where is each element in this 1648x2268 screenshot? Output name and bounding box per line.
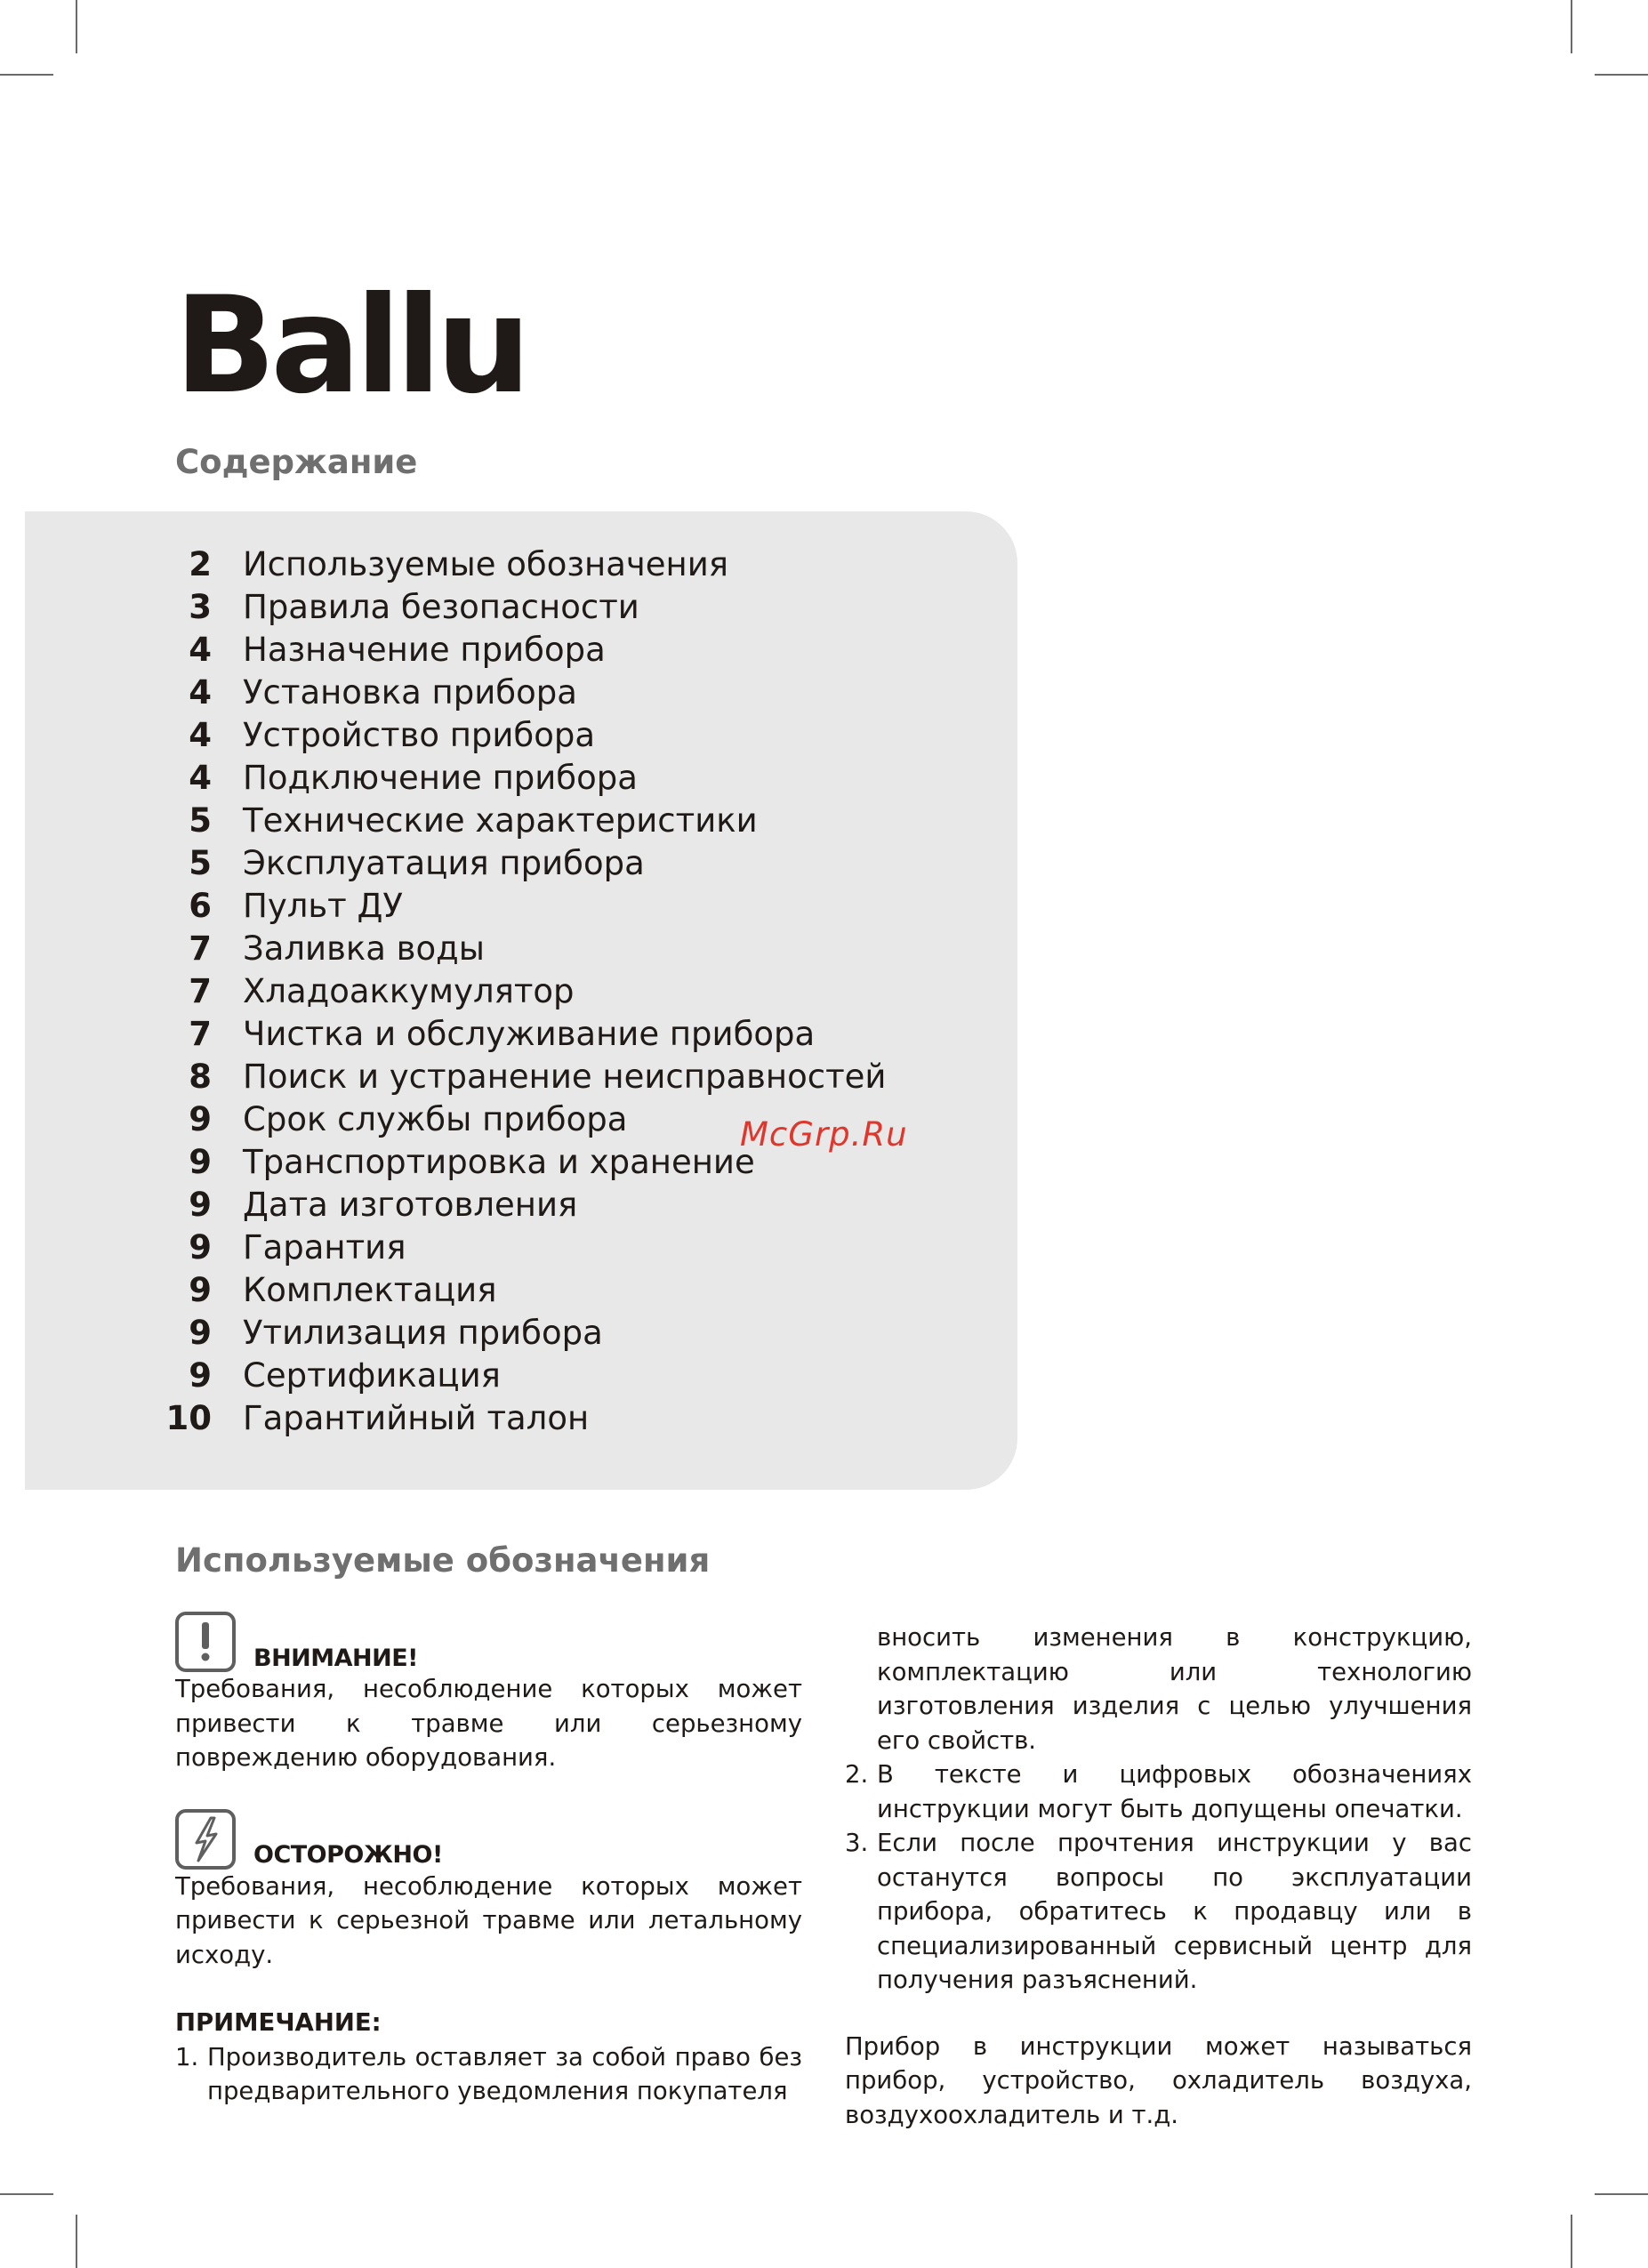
toc-item-page: 2: [189, 544, 212, 583]
toc-item-title: Срок службы прибора: [243, 1099, 628, 1138]
toc-item-page: 9: [189, 1227, 212, 1267]
ballu-logo-text: Ballu: [174, 269, 527, 423]
symbols-left-column: [175, 1612, 802, 2109]
watermark: McGrp.Ru: [740, 1115, 908, 1154]
toc-item-title: Эксплуатация прибора: [243, 843, 645, 882]
toc-item[interactable]: [160, 927, 886, 969]
toc-item[interactable]: [160, 1396, 886, 1439]
toc-item[interactable]: [160, 1226, 886, 1268]
crop-mark: [76, 2215, 77, 2268]
caution-text: Требования, несоблюдение которых может привести к серьезной травме или летальному исходу.: [175, 1871, 802, 1969]
note-item: [845, 1826, 1472, 1998]
toc-item-title: Заливка воды: [243, 929, 485, 968]
toc-item-page: 7: [189, 929, 212, 968]
toc-item-title: Сертификация: [243, 1355, 501, 1395]
toc-item[interactable]: [160, 1183, 886, 1226]
warning-text: Требования, несоблюдение которых может привести к травме или серьезному повреждению оборудования.: [175, 1675, 802, 1772]
naming-note: Прибор в инструкции может называться прибор, устройство, охладитель воздуха, воздухоохладитель и т.д.: [845, 2031, 1472, 2129]
toc-item[interactable]: [160, 1354, 886, 1396]
crop-mark: [0, 2193, 53, 2195]
toc-item-title: Транспортировка и хранение: [243, 1142, 755, 1181]
toc-item-title: Поиск и устранение неисправностей: [243, 1057, 887, 1096]
crop-mark: [1595, 2193, 1648, 2195]
toc-item-title: Гарантийный талон: [243, 1398, 590, 1437]
toc-item[interactable]: [160, 884, 886, 927]
toc-item-page: 7: [189, 971, 212, 1010]
toc-item-page: 9: [189, 1313, 212, 1352]
toc-item[interactable]: [160, 756, 886, 799]
toc-item-title: Дата изготовления: [243, 1185, 578, 1224]
symbols-heading: Используемые обозначения: [175, 1541, 711, 1580]
crop-mark: [76, 0, 77, 53]
toc-item-title: Используемые обозначения: [243, 544, 729, 583]
note-list-continued: [845, 1757, 1472, 1998]
toc-item[interactable]: [160, 969, 886, 1012]
toc-item[interactable]: [160, 713, 886, 756]
note-item: [175, 2040, 802, 2109]
toc-item[interactable]: [160, 1055, 886, 1098]
toc-item[interactable]: [160, 1311, 886, 1354]
toc-item-title: Комплектация: [243, 1270, 497, 1309]
toc-item-page: 4: [189, 758, 212, 797]
toc-item[interactable]: [160, 1268, 886, 1311]
caution-block: [175, 1809, 802, 1870]
exclamation-icon: [175, 1612, 236, 1672]
toc-item[interactable]: [160, 1012, 886, 1055]
toc-item-page: 4: [189, 630, 212, 669]
warning-label: ВНИМАНИЕ!: [253, 1644, 418, 1672]
toc-item-title: Правила безопасности: [243, 587, 639, 626]
toc-item-title: Пульт ДУ: [243, 886, 403, 925]
note-item-continuation: вносить изменения в конструкцию, комплектацию или технологию изготовления изделия с целью улучшения его свойств.: [877, 1623, 1472, 1755]
note-item-text: В тексте и цифровых обозначениях инструкции могут быть допущены опечатки.: [877, 1760, 1472, 1823]
toc-item-page: 4: [189, 672, 212, 712]
crop-mark: [1595, 74, 1648, 76]
note-label: ПРИМЕЧАНИЕ:: [175, 2008, 382, 2037]
lightning-icon: [175, 1809, 236, 1870]
toc-item-title: Утилизация прибора: [243, 1313, 603, 1352]
toc-item-title: Назначение прибора: [243, 630, 606, 669]
toc-item-page: 9: [189, 1185, 212, 1224]
toc-item-title: Гарантия: [243, 1227, 406, 1267]
toc-item-title: Установка прибора: [243, 672, 577, 712]
note-item-text: Производитель оставляет за собой право без предварительного уведомления покупателя: [207, 2042, 802, 2105]
toc-item-page: 8: [189, 1057, 212, 1096]
note-item-number: 3.: [845, 1829, 869, 1857]
crop-mark: [0, 74, 53, 76]
toc-item-page: 9: [189, 1099, 212, 1138]
crop-mark: [1571, 2215, 1572, 2268]
toc-item-page: 6: [189, 886, 212, 925]
toc-item-page: 9: [189, 1355, 212, 1395]
toc-item-page: 10: [165, 1398, 212, 1437]
toc-item-page: 3: [189, 587, 212, 626]
ballu-logo: [174, 267, 527, 423]
note-item-number: 2.: [845, 1760, 869, 1789]
toc-item-title: Подключение прибора: [243, 758, 638, 797]
toc-list: [160, 543, 886, 1439]
toc-heading: Содержание: [175, 443, 418, 481]
toc-item-title: Устройство прибора: [243, 715, 596, 754]
toc-item-title: Чистка и обслуживание прибора: [243, 1014, 816, 1053]
note-list: [175, 2040, 802, 2109]
toc-item-page: 4: [189, 715, 212, 754]
toc-item[interactable]: [160, 628, 886, 671]
toc-item[interactable]: [160, 671, 886, 713]
toc-item[interactable]: [160, 585, 886, 628]
note-item-text: Если после прочтения инструкции у вас останутся вопросы по эксплуатации прибора, обратитесь к продавцу или в специализированный сервисный центр для получения разъяснений.: [877, 1829, 1472, 1994]
note-item-number: 1.: [175, 2042, 199, 2071]
toc-item-title: Хладоаккумулятор: [243, 971, 575, 1010]
toc-item-title: Технические характеристики: [243, 800, 758, 840]
toc-item[interactable]: [160, 543, 886, 585]
toc-item-page: 9: [189, 1142, 212, 1181]
crop-mark: [1571, 0, 1572, 53]
toc-item-page: 7: [189, 1014, 212, 1053]
toc-item-page: 9: [189, 1270, 212, 1309]
symbols-right-column: [845, 1621, 1472, 2132]
toc-item[interactable]: [160, 799, 886, 841]
toc-item-page: 5: [189, 800, 212, 840]
toc-item[interactable]: [160, 841, 886, 884]
warning-block: [175, 1612, 802, 1672]
toc-item-page: 5: [189, 843, 212, 882]
caution-label: ОСТОРОЖНО!: [253, 1841, 443, 1869]
note-item: [845, 1757, 1472, 1826]
